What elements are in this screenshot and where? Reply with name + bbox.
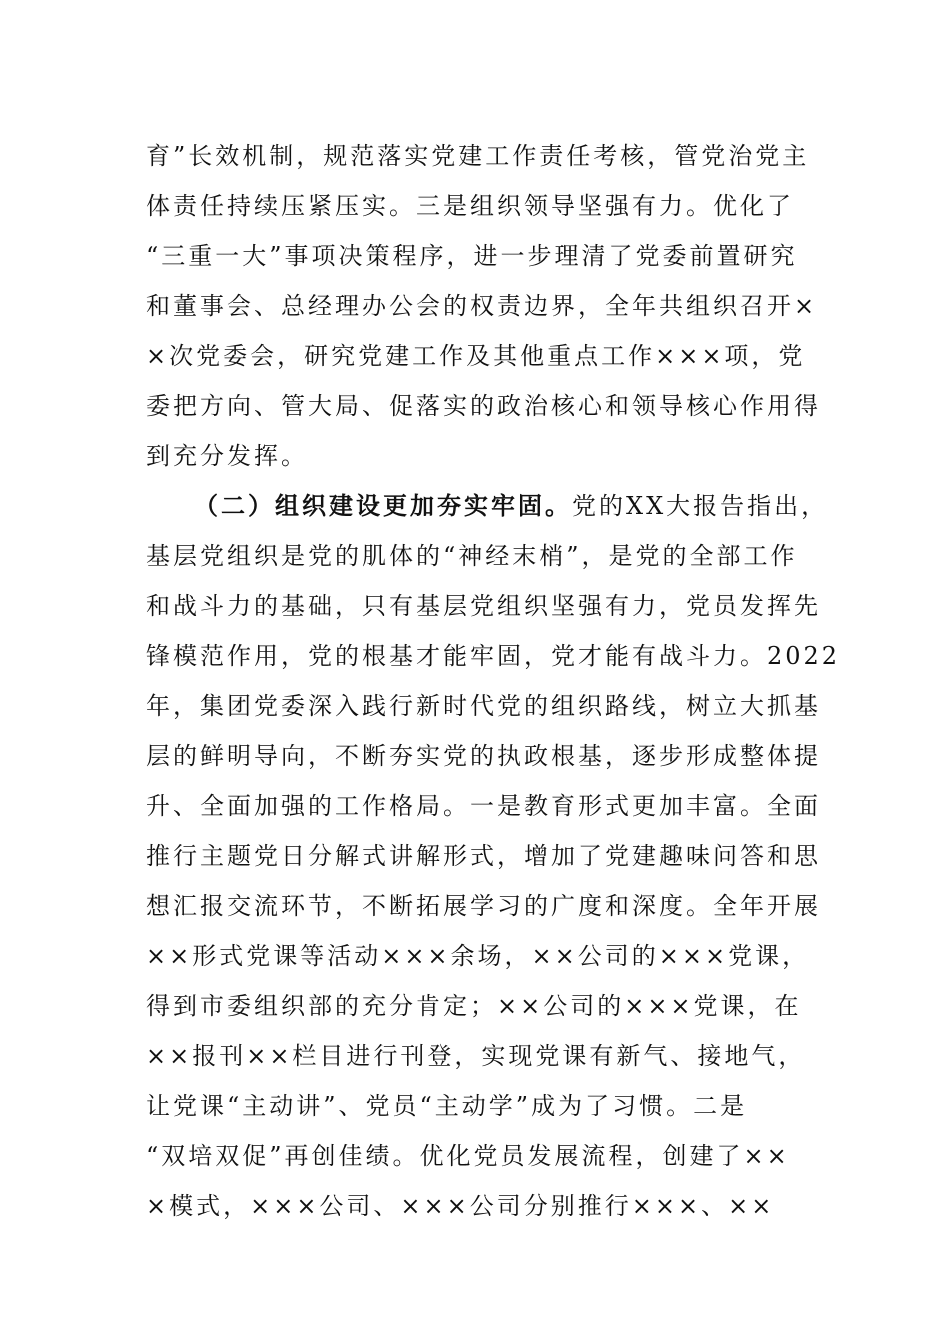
text-line: 和战斗力的基础，只有基层党组织坚强有力，党员发挥先 — [146, 592, 821, 620]
text-line: 基层党组织是党的肌体的“神经末梢”，是党的全部工作 — [146, 542, 798, 570]
text-line: 年，集团党委深入践行新时代党的组织路线，树立大抓基 — [146, 692, 821, 720]
text-line: ××报刊××栏目进行刊登，实现党课有新气、接地气， — [146, 1042, 806, 1070]
text-line: 得到市委组织部的充分肯定；××公司的×××党课，在 — [146, 992, 802, 1020]
text-line: 升、全面加强的工作格局。一是教育形式更加丰富。全面 — [146, 792, 821, 820]
section-heading-line — [194, 486, 829, 526]
text-line: 体责任持续压紧压实。三是组织领导坚强有力。优化了 — [146, 192, 794, 220]
section-heading-rest: 党的XX大报告指出， — [572, 492, 829, 520]
text-line: 锋模范作用，党的根基才能牢固，党才能有战斗力。2022 — [146, 642, 841, 670]
text-line: 委把方向、管大局、促落实的政治核心和领导核心作用得 — [146, 392, 821, 420]
text-line: “三重一大”事项决策程序，进一步理清了党委前置研究 — [146, 242, 798, 270]
text-line: 层的鲜明导向，不断夯实党的执政根基，逐步形成整体提 — [146, 742, 821, 770]
text-line: 想汇报交流环节，不断拓展学习的广度和深度。全年开展 — [146, 892, 821, 920]
text-line: ××形式党课等活动×××余场，××公司的×××党课， — [146, 942, 810, 970]
section-heading: （二）组织建设更加夯实牢固。 — [194, 492, 572, 520]
text-line: 让党课“主动讲”、党员“主动学”成为了习惯。二是 — [146, 1092, 748, 1120]
text-line: ×次党委会，研究党建工作及其他重点工作×××项，党 — [146, 342, 806, 370]
text-line: 和董事会、总经理办公会的权责边界，全年共组织召开× — [146, 292, 818, 320]
text-line: ×模式，×××公司、×××公司分别推行×××、×× — [146, 1192, 775, 1220]
text-line: 推行主题党日分解式讲解形式，增加了党建趣味问答和思 — [146, 842, 821, 870]
text-line: 育”长效机制，规范落实党建工作责任考核，管党治党主 — [146, 142, 810, 170]
text-line: “双培双促”再创佳绩。优化党员发展流程，创建了×× — [146, 1142, 790, 1170]
text-line: 到充分发挥。 — [146, 442, 308, 470]
